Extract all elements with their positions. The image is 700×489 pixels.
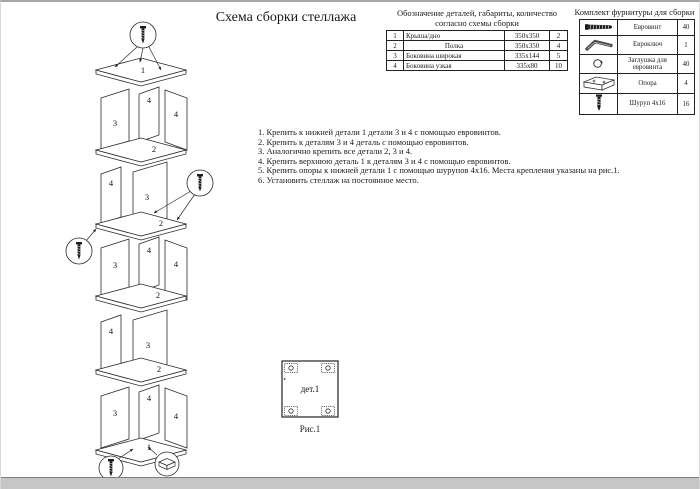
part-size-cell: 335x80 [505,61,550,71]
figure-caption: Рис.1 [299,424,321,434]
panel-label: 4 [146,95,152,105]
part-name-cell: Боковина широкая [404,51,505,61]
hardware-qty-cell: 40 [678,55,695,74]
part-name-cell: Полка [404,41,505,51]
board-label: 1 [146,442,152,452]
page-title: Схема сборки стеллажа [215,10,357,25]
shelf-label: 2 [155,290,161,300]
parts-table-title-line1: Обозначение деталей, габариты, количество [396,8,558,18]
detail-figure [277,357,343,423]
hardware-qty-cell: 1 [678,36,695,55]
top-board [96,58,186,86]
shelf-label: 2 [158,218,164,228]
hardware-icon-cell [580,55,618,74]
instruction-line: 5. Крепить опоры к нижней детали 1 с помощью шурупов 4x16. Места крепления указаны на рис.1. [258,165,620,176]
cap-icon [592,57,605,70]
panel-label: 4 [146,245,152,255]
part-size-cell: 335x144 [505,51,550,61]
detail-label: дет.1 [300,384,320,394]
parts-table-grid [386,30,568,71]
board-label: 1 [140,65,146,75]
hardware-table [570,7,699,115]
part-num-cell: 4 [387,61,404,71]
hardware-icon-cell [580,74,618,94]
panel-label: 4 [173,109,179,119]
panel-label: 4 [108,326,114,336]
table-row [387,61,568,71]
eurobolt-callout-left [66,229,96,264]
parts-table-title-line2: согласно схемы сборки [435,18,519,29]
panel-label: 3 [112,408,118,418]
part-qty-cell: 5 [550,51,568,61]
table-row [387,31,568,41]
hardware-qty-cell: 4 [678,74,695,94]
shelf-label: 2 [156,364,162,374]
part-num-cell: 1 [387,31,404,41]
hex-key-icon [584,36,614,52]
panel-label: 4 [173,411,179,421]
table-row [580,74,695,94]
table-row [580,94,695,115]
part-num-cell: 3 [387,51,404,61]
part-size-cell: 350x350 [505,41,550,51]
hardware-qty-cell: 40 [678,20,695,36]
part-num-cell: 2 [387,41,404,51]
part-name-cell: Боковина узкая [404,61,505,71]
part-qty-cell: 10 [550,61,568,71]
panel-label: 3 [145,340,151,350]
table-row [580,55,695,74]
panel-label: 3 [112,260,118,270]
instruction-line: 6. Установить стеллаж на постоянное место. [258,174,419,185]
hardware-qty-cell: 16 [678,94,695,115]
instructions-list [258,128,628,186]
panel-label: 3 [112,118,118,128]
edge-mark [284,378,286,380]
support-icon [582,74,616,91]
table-row [580,20,695,36]
shelf-label: 2 [151,144,157,154]
hardware-icon-cell [580,94,618,115]
hardware-table-title: Комплект фурнитуры для сборки [574,7,695,17]
hardware-name-cell: Шуруп 4x16 [618,94,678,115]
table-row [387,51,568,61]
page-edge-bar [1,477,699,489]
panel-label: 4 [108,178,114,188]
hardware-name-cell: Евроключ [618,36,678,55]
part-size-cell: 350x350 [505,31,550,41]
instruction-line: 4. Крепить верхнюю деталь 1 к деталям 3 и 4 с помощью евровинтов. [258,155,511,166]
instruction-line: 1. Крепить к нижней детали 1 детали 3 и 4 с помощью евровинтов. [258,127,501,137]
instruction-line: 3. Аналогично крепить все детали 2, 3 и 4. [258,146,413,157]
screw-icon [594,94,604,112]
parts-table-title [384,8,570,28]
instruction-line: 2. Крепить к деталям 3 и 4 деталь с помощью евровинтов. [258,136,469,147]
part-qty-cell: 4 [550,41,568,51]
hardware-icon-cell [580,36,618,55]
part-qty-cell: 2 [550,31,568,41]
hardware-name-cell: Опора [618,74,678,94]
hardware-name-cell: Евровинт [618,20,678,36]
panel-label: 4 [173,259,179,269]
table-row [387,41,568,51]
hardware-icon-cell [580,20,618,36]
hardware-name-cell: Заглушка для евровинта [618,55,678,74]
table-row [580,36,695,55]
hardware-table-grid [579,19,695,115]
assembly-diagram [56,18,218,482]
part-name-cell: Крыша/дно [404,31,505,41]
panel-label: 3 [144,192,150,202]
panel-label: 4 [146,393,152,403]
eurobolt-icon [584,21,614,33]
parts-table [384,8,570,71]
